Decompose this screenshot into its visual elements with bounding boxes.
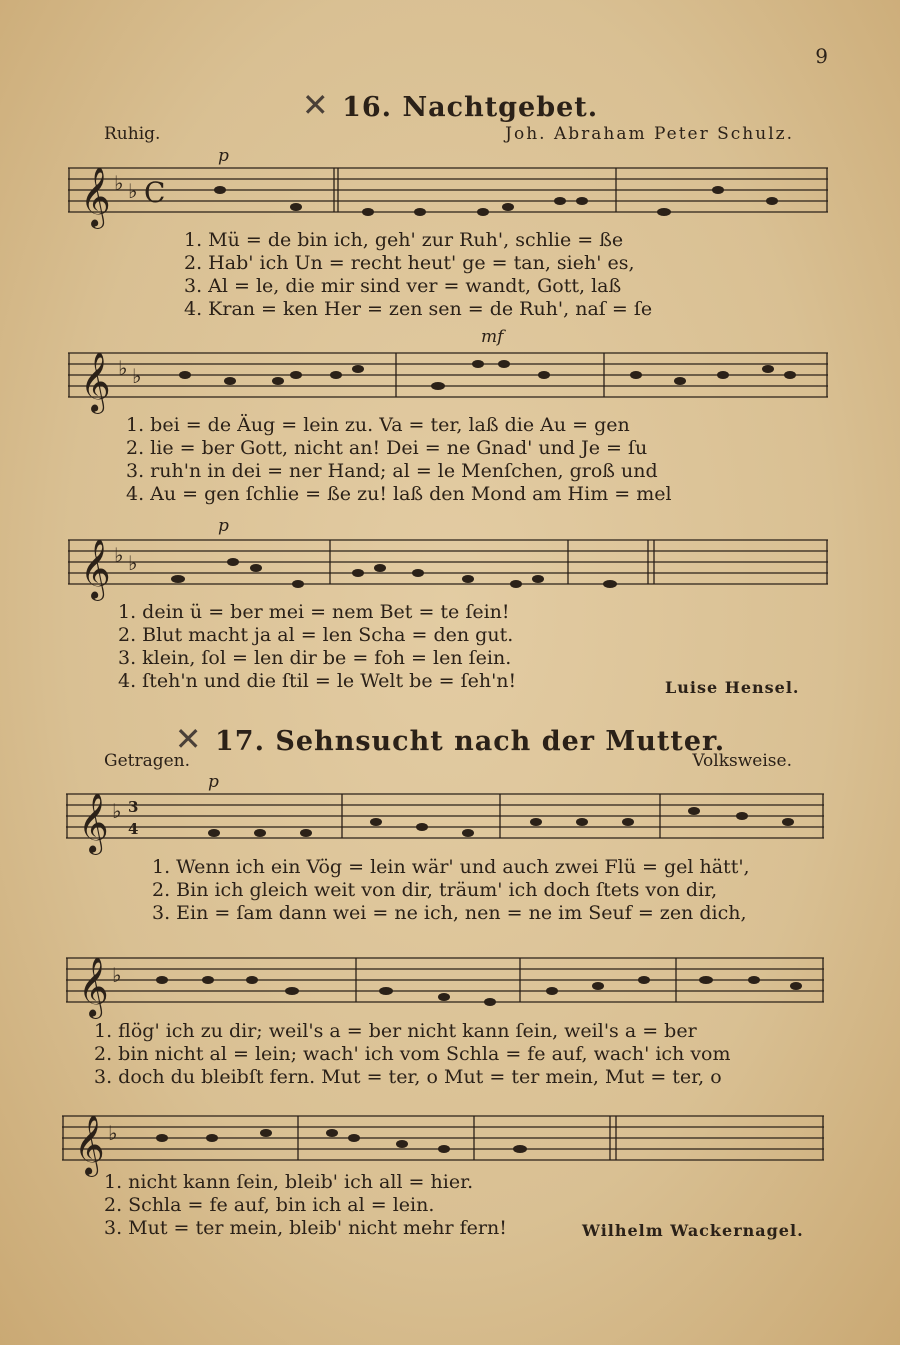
lyric-line: 2. bin nicht al = lein; wach' ich vom Schla = fe auf, wach' ich vom [94,1043,731,1065]
flat-icon: ♭ [118,356,128,380]
time-sig-top: 3 [128,798,139,816]
flat-icon: ♭ [128,179,138,203]
song-16-number: 16. [342,92,393,123]
lyric-line: 1. bei = de Äug = lein zu. Va = ter, laß die Au = gen [126,414,630,436]
staff-16-1 [68,160,830,230]
lyric-line: 2. Hab' ich Un = recht heut' ge = tan, sieh' es, [184,252,635,274]
treble-clef-icon: 𝄞 [78,793,109,853]
lyric-line: 3. Ein = ſam dann wei = ne ich, nen = ne im Seuf = zen dich, [152,902,747,924]
cross-mark-icon: ✕ [174,720,203,758]
lyric-line: 1. Wenn ich ein Vög = lein wär' und auch zwei Flü = gel hätt', [152,856,750,878]
song-17-number: 17. [215,726,265,757]
lyric-line: 3. doch du bleibſt fern. Mut = ter, o Mut = ter mein, Mut = ter, o [94,1066,722,1088]
dynamic-p: p [218,516,229,536]
lyric-line: 4. Kran = ken Her = zen sen = de Ruh', naſ = ſe [184,298,653,320]
cross-mark-icon: ✕ [301,86,330,124]
song-17-author: Wilhelm Wackernagel. [582,1221,804,1240]
lyric-line: 4. Au = gen ſchlie = ße zu! laß den Mond am Him = mel [126,483,672,505]
lyric-line: 3. Al = le, die mir sind ver = wandt, Gott, laß [184,275,622,297]
lyric-line: 3. Mut = ter mein, bleib' nicht mehr fern! [104,1217,507,1239]
song-16-composer: Joh. Abraham Peter Schulz. [505,124,794,144]
song-16-lyrics-3 [118,601,516,693]
song-16-lyrics-1 [184,229,652,321]
lyric-line: 1. nicht kann ſein, bleib' ich all = hier. [104,1171,474,1193]
lyric-line: 3. klein, ſol = len dir be = foh = len ſein. [118,647,512,669]
treble-clef-icon: 𝄞 [80,352,111,412]
page-number: 9 [815,44,828,68]
song-16-author: Luise Hensel. [665,678,800,697]
lyric-line: 1. flög' ich zu dir; weil's a = ber nicht kann ſein, weil's a = ber [94,1020,697,1042]
lyric-line: 2. lie = ber Gott, nicht an! Dei = ne Gnad' und Je = ſu [126,437,648,459]
treble-clef-icon: 𝄞 [80,539,111,599]
treble-clef-icon: 𝄞 [74,1115,105,1175]
dynamic-p: p [208,772,219,792]
lyric-line: 2. Bin ich gleich weit von dir, träum' ich doch ſtets von dir, [152,879,718,901]
staff-17-3 [62,1108,828,1178]
flat-icon: ♭ [132,364,142,388]
lyric-line: 2. Schla = fe auf, bin ich al = lein. [104,1194,435,1216]
song-17-name: Sehnsucht nach der Mutter. [275,726,726,757]
flat-icon: ♭ [114,171,124,195]
dynamic-p: p [218,146,229,166]
treble-clef-icon: 𝄞 [80,167,111,227]
lyric-line: 4. ſteh'n und die ſtil = le Welt be = ſeh'n! [118,670,517,692]
song-16-tempo: Ruhig. [104,124,161,144]
common-time-icon: C [144,176,166,209]
flat-icon: ♭ [112,963,122,987]
song-17-composer: Volksweise. [692,751,792,771]
time-sig-bottom: 4 [128,820,139,838]
lyric-line: 3. ruh'n in dei = ner Hand; al = le Menſchen, groß und [126,460,658,482]
song-16-name: Nachtgebet. [402,92,599,123]
lyric-line: 2. Blut macht ja al = len Scha = den gut. [118,624,514,646]
song-16-lyrics-2 [126,414,672,506]
dynamic-mf: mf [481,327,504,347]
flat-icon: ♭ [108,1121,118,1145]
song-17-lyrics-2 [94,1020,731,1089]
lyric-line: 1. dein ü = ber mei = nem Bet = te ſein! [118,601,510,623]
flat-icon: ♭ [128,551,138,575]
flat-icon: ♭ [112,799,122,823]
song-17-lyrics-3 [104,1171,507,1240]
staff-16-2 [68,345,830,415]
treble-clef-icon: 𝄞 [78,957,109,1017]
song-17-lyrics-1 [152,856,750,925]
song-16-title [0,86,900,124]
staff-17-1 [66,786,828,856]
staff-16-3 [68,532,830,602]
song-17-tempo: Getragen. [104,751,191,771]
flat-icon: ♭ [114,543,124,567]
lyric-line: 1. Mü = de bin ich, geh' zur Ruh', schlie = ße [184,229,624,251]
staff-17-2 [66,950,828,1020]
